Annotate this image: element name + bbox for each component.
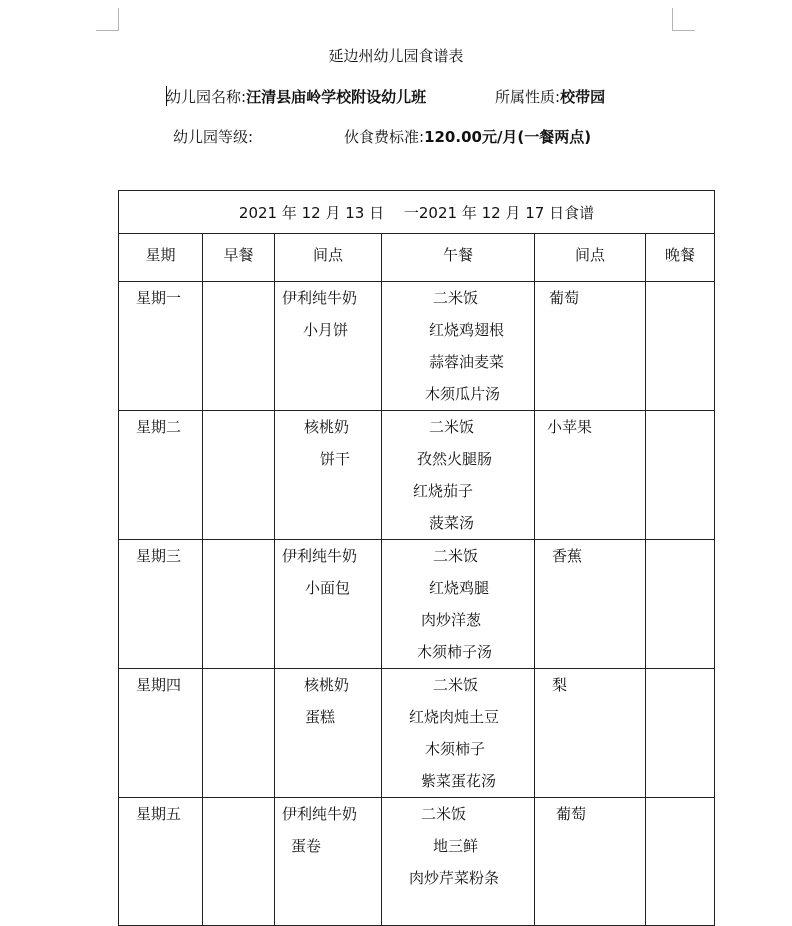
afternoon-snack-cell xyxy=(535,540,646,669)
header-afternoon-snack: 间点 xyxy=(535,234,646,282)
menu-item: 蛋糕 xyxy=(305,708,336,726)
morning-snack-cell xyxy=(275,282,382,411)
table-row xyxy=(119,282,715,411)
menu-item: 二米饭 xyxy=(433,289,479,307)
kindergarten-grade-label: 幼儿园等级: xyxy=(173,128,254,146)
meal-fee-line xyxy=(344,126,591,147)
menu-item: 梨 xyxy=(552,676,568,694)
menu-item: 小月饼 xyxy=(303,321,349,339)
dinner-cell xyxy=(646,669,715,798)
meal-fee-value: 120.00元/月(一餐两点) xyxy=(424,128,592,146)
breakfast-cell xyxy=(203,282,275,411)
table-row xyxy=(119,669,715,798)
menu-item: 核桃奶 xyxy=(304,676,350,694)
breakfast-cell xyxy=(203,798,275,926)
breakfast-cell xyxy=(203,669,275,798)
menu-item: 地三鲜 xyxy=(433,837,479,855)
page-corner-mark-top-left xyxy=(96,8,119,31)
afternoon-snack-cell xyxy=(535,282,646,411)
menu-item: 菠菜汤 xyxy=(429,514,475,532)
dinner-cell xyxy=(646,282,715,411)
breakfast-cell xyxy=(203,540,275,669)
kindergarten-name-label: 幼儿园名称: xyxy=(166,88,247,106)
ownership-type-value: 校带园 xyxy=(560,88,606,106)
afternoon-snack-cell xyxy=(535,798,646,926)
kindergarten-name-value: 汪清县庙岭学校附设幼儿班 xyxy=(246,88,427,106)
menu-item: 二米饭 xyxy=(429,418,475,436)
menu-item: 二米饭 xyxy=(433,676,479,694)
dinner-cell xyxy=(646,540,715,669)
header-lunch: 午餐 xyxy=(382,234,535,282)
lunch-cell xyxy=(382,411,535,540)
menu-item: 木须瓜片汤 xyxy=(425,385,501,403)
menu-table xyxy=(118,190,715,926)
ownership-type-line xyxy=(495,86,605,107)
afternoon-snack-cell xyxy=(535,669,646,798)
table-row xyxy=(119,411,715,540)
page-corner-mark-top-right xyxy=(672,8,695,31)
menu-item: 香蕉 xyxy=(552,547,583,565)
menu-item: 红烧鸡翅根 xyxy=(429,321,505,339)
table-row xyxy=(119,798,715,926)
menu-item: 葡萄 xyxy=(549,289,580,307)
menu-item: 伊利纯牛奶 xyxy=(282,805,358,823)
header-weekday: 星期 xyxy=(119,234,203,282)
menu-item: 小面包 xyxy=(305,579,351,597)
weekday-cell: 星期一 xyxy=(119,282,203,411)
weekday-cell: 星期五 xyxy=(119,798,203,926)
morning-snack-cell xyxy=(275,798,382,926)
date-range-cell: 2021 年 12 月 13 日 一2021 年 12 月 17 日食谱 xyxy=(119,191,715,234)
weekday-cell: 星期三 xyxy=(119,540,203,669)
menu-item: 蛋卷 xyxy=(291,837,322,855)
menu-item: 孜然火腿肠 xyxy=(417,450,493,468)
menu-item: 肉炒芹菜粉条 xyxy=(409,869,500,887)
morning-snack-cell xyxy=(275,669,382,798)
menu-item: 肉炒洋葱 xyxy=(421,611,482,629)
header-morning-snack: 间点 xyxy=(275,234,382,282)
menu-item: 饼干 xyxy=(320,450,351,468)
header-row xyxy=(119,234,715,282)
menu-item: 小苹果 xyxy=(547,418,593,436)
lunch-cell xyxy=(382,798,535,926)
kindergarten-name-line xyxy=(166,86,426,107)
menu-item: 紫菜蛋花汤 xyxy=(421,772,497,790)
header-breakfast: 早餐 xyxy=(203,234,275,282)
weekday-cell: 星期二 xyxy=(119,411,203,540)
menu-item: 红烧鸡腿 xyxy=(429,579,490,597)
morning-snack-cell xyxy=(275,540,382,669)
menu-item: 核桃奶 xyxy=(304,418,350,436)
dinner-cell xyxy=(646,411,715,540)
menu-item: 二米饭 xyxy=(433,547,479,565)
menu-item: 伊利纯牛奶 xyxy=(282,547,358,565)
weekday-cell: 星期四 xyxy=(119,669,203,798)
meal-fee-label: 伙食费标准: xyxy=(344,128,425,146)
menu-item: 木须柿子汤 xyxy=(417,643,493,661)
menu-item: 红烧茄子 xyxy=(413,482,474,500)
header-dinner: 晚餐 xyxy=(646,234,715,282)
document-title: 延边州幼儿园食谱表 xyxy=(328,47,464,65)
breakfast-cell xyxy=(203,411,275,540)
menu-item: 葡萄 xyxy=(556,805,587,823)
menu-item: 红烧肉炖土豆 xyxy=(409,708,500,726)
table-row xyxy=(119,540,715,669)
lunch-cell xyxy=(382,282,535,411)
menu-item: 蒜蓉油麦菜 xyxy=(429,353,505,371)
afternoon-snack-cell xyxy=(535,411,646,540)
menu-item: 二米饭 xyxy=(421,805,467,823)
dinner-cell xyxy=(646,798,715,926)
kindergarten-grade-line xyxy=(173,126,253,147)
lunch-cell xyxy=(382,669,535,798)
lunch-cell xyxy=(382,540,535,669)
menu-item: 伊利纯牛奶 xyxy=(282,289,358,307)
menu-item: 木须柿子 xyxy=(425,740,486,758)
ownership-type-label: 所属性质: xyxy=(495,88,561,106)
morning-snack-cell xyxy=(275,411,382,540)
